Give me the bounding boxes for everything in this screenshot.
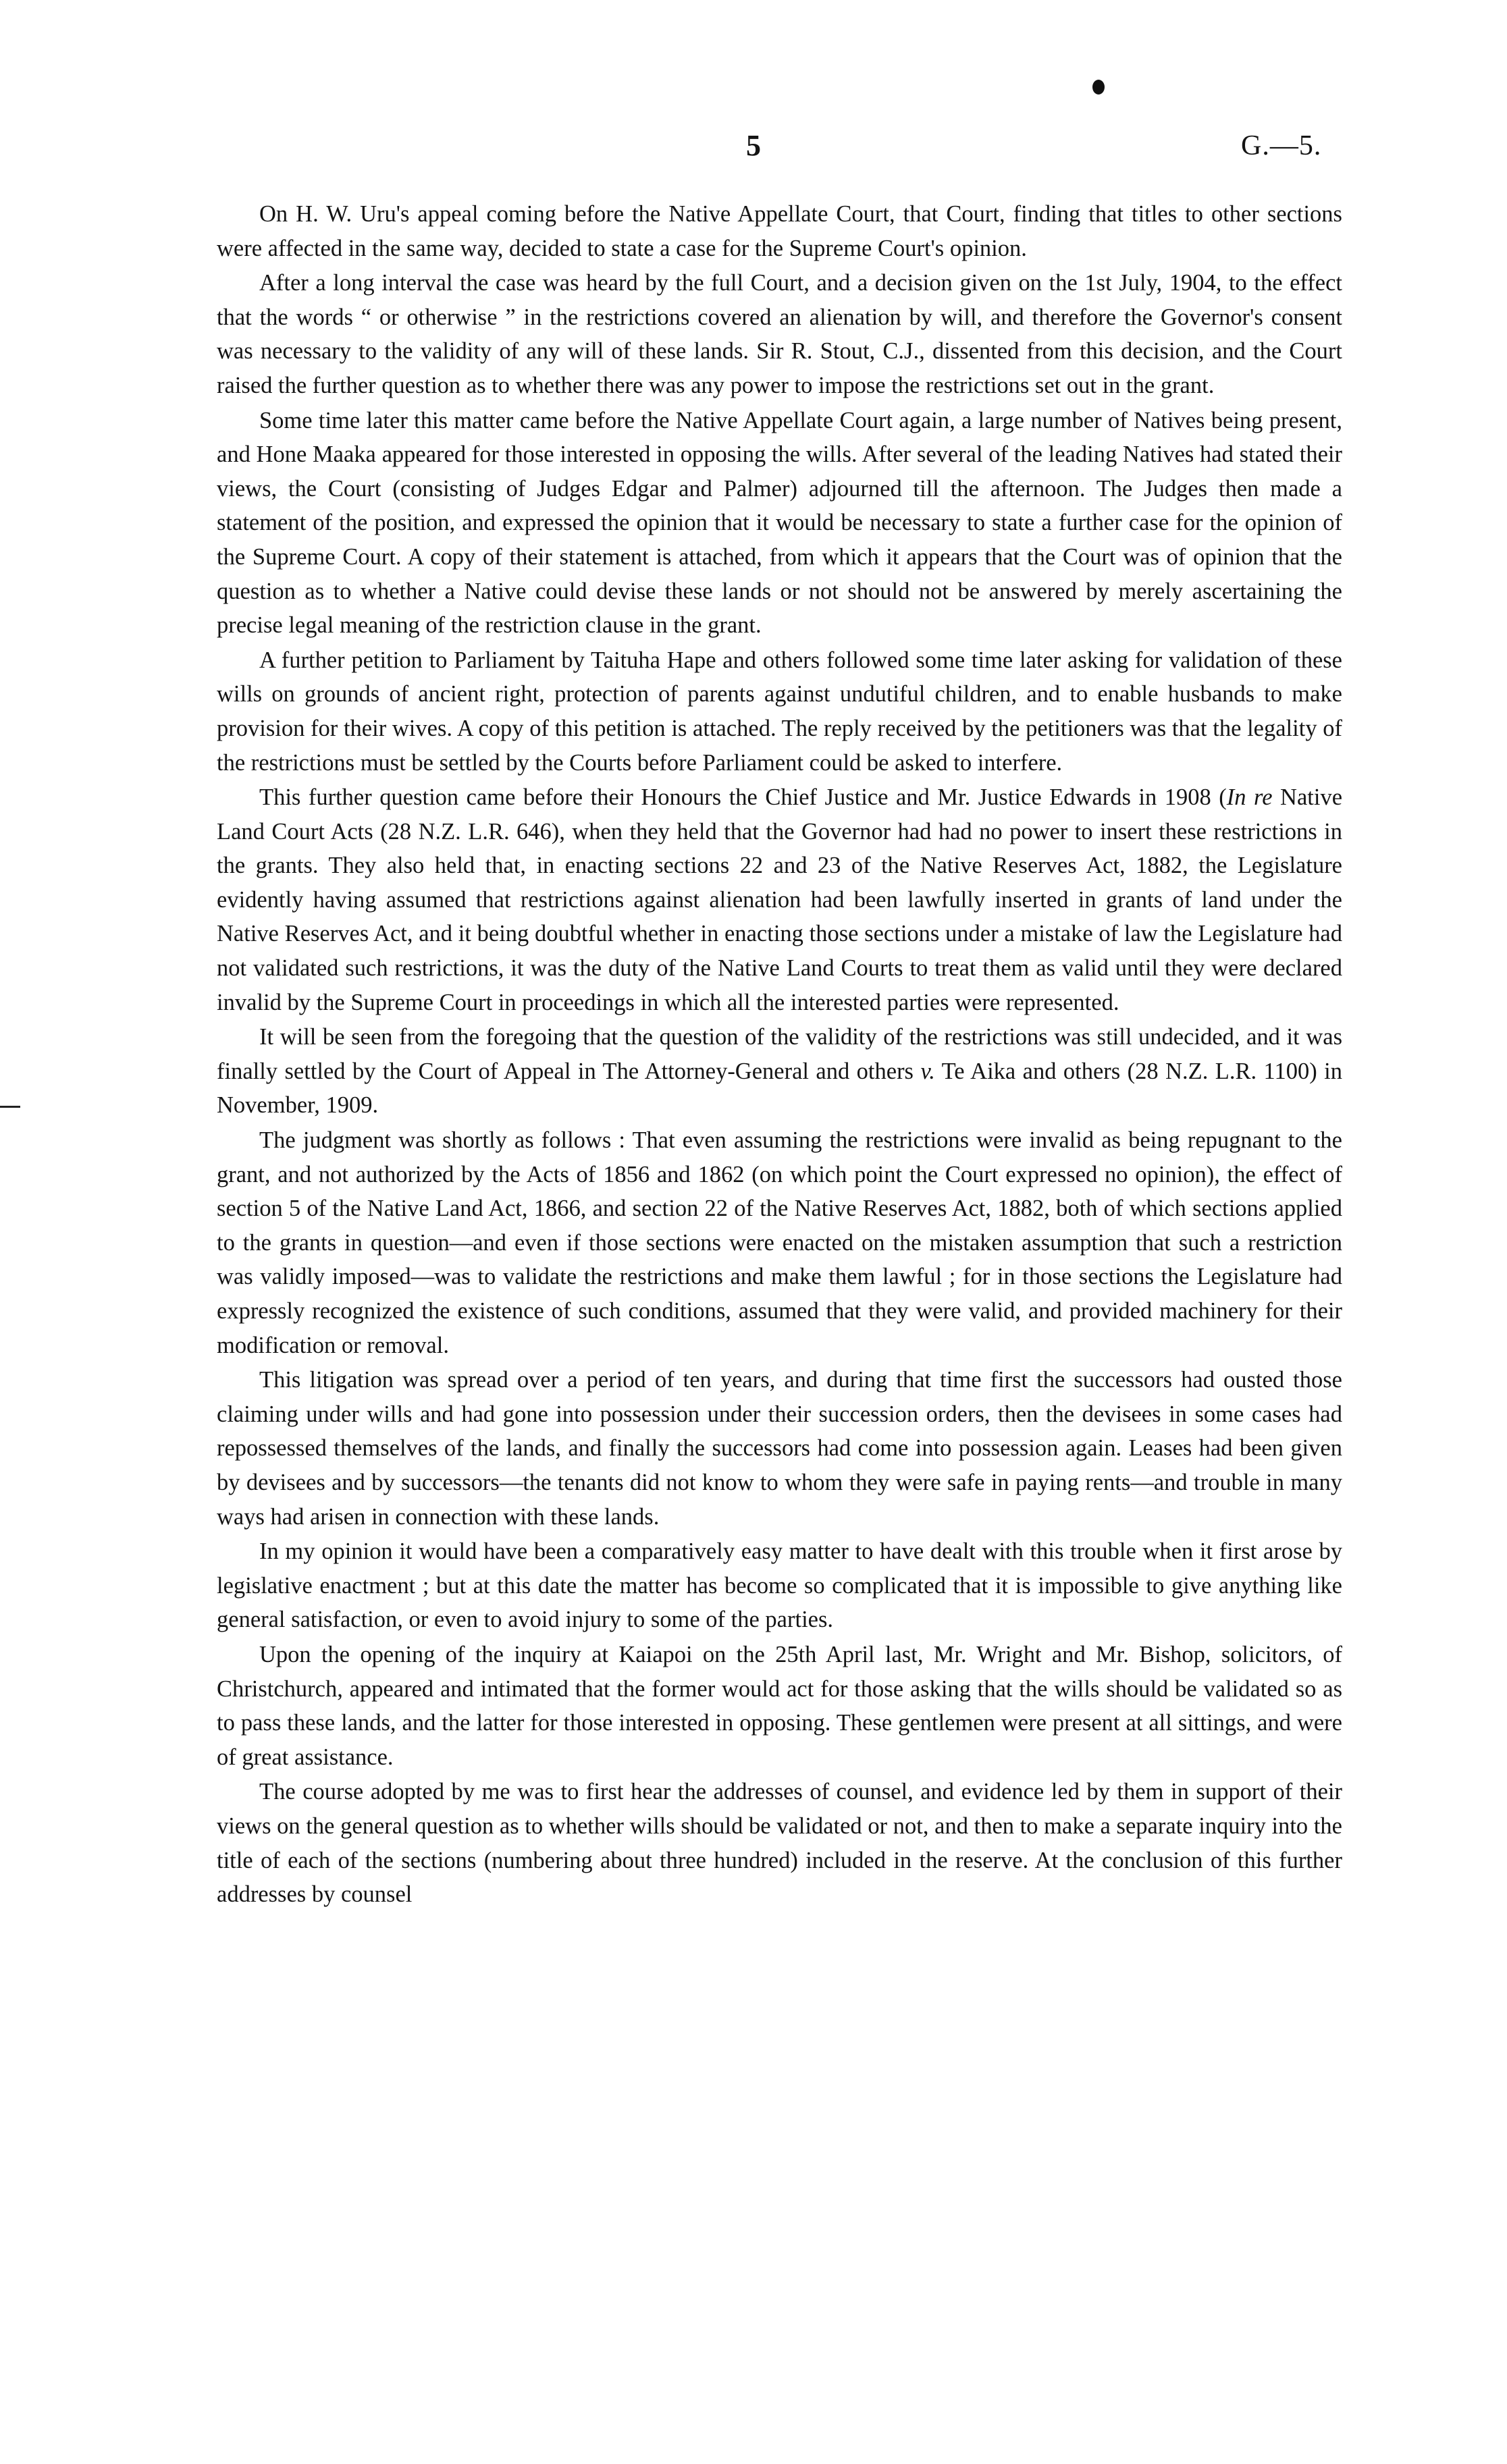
ink-dot: [1092, 80, 1105, 95]
paragraph-2: After a long interval the case was heard by the full Court, and a decision given on the 1st July, 1904, to the effect that the words “ or otherwise ” in the restrictions covered an alienation by will, and therefore the Governor's consent was necessary to the validity of any will of these lands. Sir R. Stout, C.J., dissented from this decision, and the Court raised the further question as to whether there was any power to impose the restrictions set out in the grant.: [217, 270, 1342, 398]
paragraph-6: It will be seen from the foregoing that the question of the validity of the restrictions was still undecided, and it was finally settled by the Court of Appeal in The Attorney-General and others v. Te Aika and others (28 N.Z. L.R. 1100) in November, 1909.: [217, 1024, 1343, 1119]
paragraph-10: Upon the opening of the inquiry at Kaiapoi on the 25th April last, Mr. Wright and Mr. Bishop, solicitors, of Christchurch, appeared and intimated that the former would act for those asking that the wills should be validated so as to pass these lands, and the latter for those interested in opposing. These gentlemen were present at all sittings, and were of great assistance.: [217, 1641, 1342, 1770]
margin-mark: [0, 1106, 20, 1108]
paragraph-7: The judgment was shortly as follows : That even assuming the restrictions were invalid as being repugnant to the grant, and not authorized by the Acts of 1856 and 1862 (on which point the Court expressed no opinion), the effect of section 5 of the Native Land Act, 1866, and section 22 of the Native Reserves Act, 1882, both of which sections applied to the grants in question—and even if those sections were enacted on the mistaken assumption that such a restriction was validly imposed—was to validate the restrictions and make them lawful ; for in those sections the Legislature had expressly recognized the existence of such conditions, assumed that they were valid, and provided machinery for their modification or removal.: [217, 1127, 1342, 1358]
paragraph-11: The course adopted by me was to first hear the addresses of counsel, and evidence led by them in support of their views on the general question as to whether wills should be validated or not, and then to make a separate inquiry into the title of each of the sections (numbering about three hundred) included in the reserve. At the conclusion of this further addresses by counsel: [217, 1779, 1342, 1908]
paragraph-4: A further petition to Parliament by Taituha Hape and others followed some time later asking for validation of these wills on grounds of ancient right, protection of parents against undutiful children, and to enable husbands to make provision for their wives. A copy of this petition is attached. The reply received by the petitioners was that the legality of the restrictions must be settled by the Courts before Parliament could be asked to interfere.: [217, 647, 1342, 776]
paragraph-1: On H. W. Uru's appeal coming before the Native Appellate Court, that Court, finding that titles to other sections were affected in the same way, decided to state a case for the Supreme Court's opinion.: [217, 201, 1342, 261]
page-number: 5: [746, 129, 761, 162]
paragraph-3: Some time later this matter came before the Native Appellate Court again, a large number of Natives being present, and Hone Maaka appeared for those interested in opposing the wills. After several of the leading Natives had stated their views, the Court (consisting of Judges Edgar and Palmer) adjourned till the afternoon. The Judges then made a statement of the position, and expressed the opinion that it would be necessary to state a further case for the opinion of the Supreme Court. A copy of their statement is attached, from which it appears that the Court was of opinion that the question as to whether a Native could devise these lands or not should not be answered by merely ascertaining the precise legal meaning of the restriction clause in the grant.: [217, 407, 1342, 639]
paragraph-5: This further question came before their Honours the Chief Justice and Mr. Justice Edwards in 1908 (In re Native Land Court Acts (28 N.Z. L.R. 646), when they held that the Governor had had no power to insert these restrictions in the grants. They also held that, in enacting sections 22 and 23 of the Native Reserves Act, 1882, the Legislature evidently having assumed that restrictions against alienation had been lawfully inserted in grants of land under the Native Reserves Act, and it being doubtful whether in enacting those sections under a mistake of law the Legislature had not validated such restrictions, it was the duty of the Native Land Courts to treat them as valid until they were declared invalid by the Supreme Court in proceedings in which all the interested parties were represented.: [217, 784, 1343, 1015]
paragraph-8: This litigation was spread over a period of ten years, and during that time first the successors had ousted those claiming under wills and had gone into possession under their succession orders, then the devisees in some cases had repossessed themselves of the lands, and finally the successors had come into possession again. Leases had been given by devisees and by successors—the tenants did not know to whom they were safe in paying rents—and trouble in many ways had arisen in connection with these lands.: [217, 1367, 1342, 1530]
paragraph-9: In my opinion it would have been a comparatively easy matter to have dealt with this trouble when it first arose by legislative enactment ; but at this date the matter has become so complicated that it is impossible to give anything like general satisfaction, or even to avoid injury to some of the parties.: [217, 1538, 1342, 1633]
body-text: [217, 197, 1342, 1912]
document-reference: G.—5.: [1241, 130, 1322, 161]
